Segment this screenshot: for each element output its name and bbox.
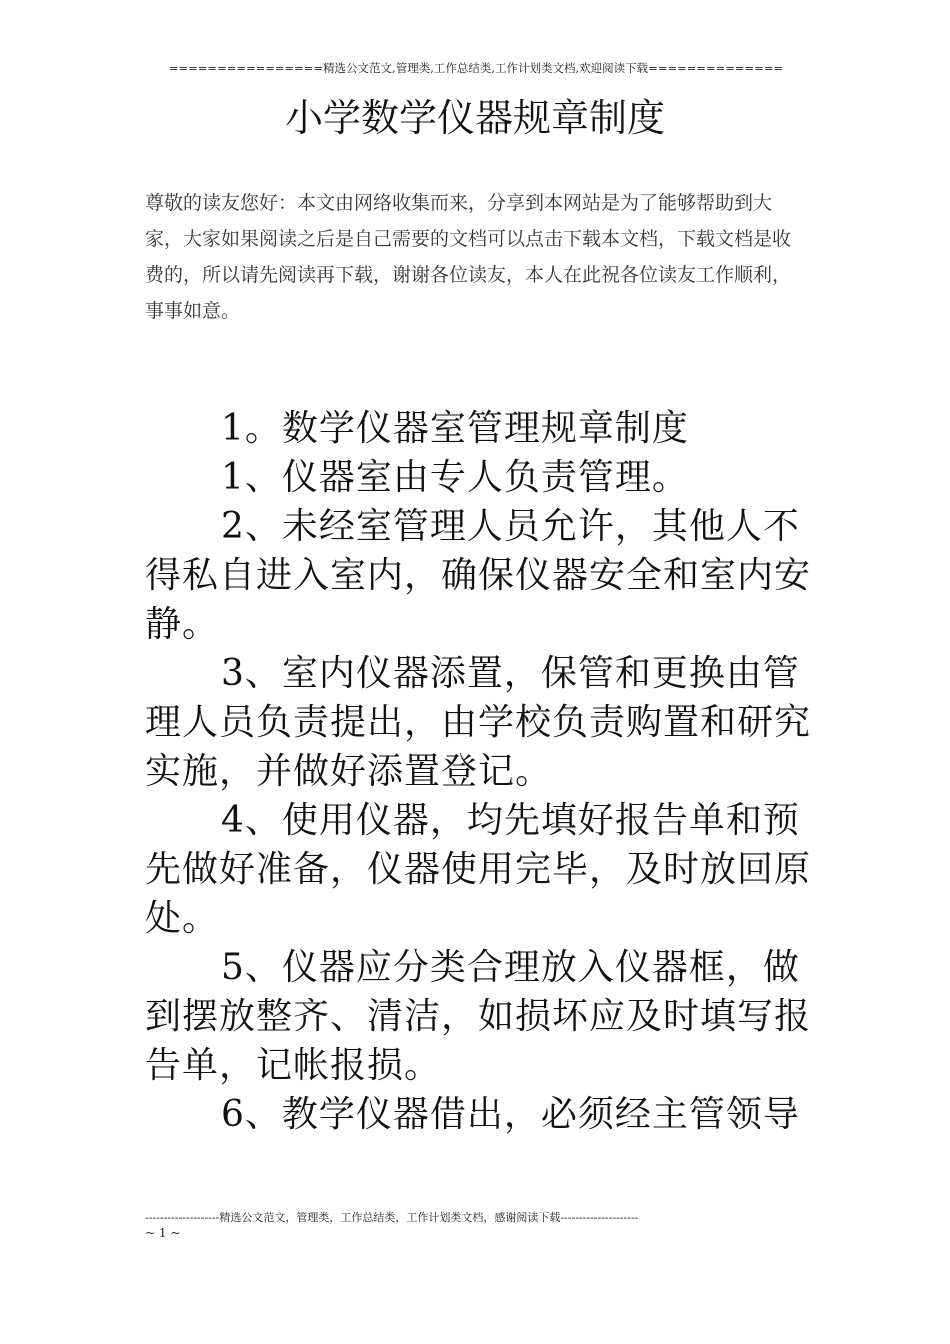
footer-banner: --------------------精选公文范文，管理类，工作总结类，工作计划类文档，感谢阅读下载--------------------- [145,1211,639,1224]
rule-paragraph-6: 6、教学仪器借出，必须经主管领导 [221,1094,800,1135]
section-heading: 1。数学仪器室管理规章制度 [221,408,689,449]
rule-paragraph-5: 5、仪器应分类合理放入仪器框，做到摆放整齐、清洁，如损坏应及时填写报告单，记帐报损。 [145,947,812,1086]
document-body [145,404,817,1139]
rule-paragraph-1: 1、仪器室由专人负责管理。 [221,457,689,498]
page-number: ~ 1 ~ [145,1226,181,1240]
header-banner: ================精选公文范文,管理类,工作总结类,工作计划类文档,欢迎阅读下载============== [168,61,784,75]
rule-paragraph-2: 2、未经室管理人员允许，其他人不得私自进入室内，确保仪器安全和室内安静。 [145,506,812,645]
page-title: 小学数学仪器规章制度 [284,96,665,140]
reader-notice: 尊敬的读友您好：本文由网络收集而来，分享到本网站是为了能够帮助到大家，大家如果阅读之后是自己需要的文档可以点击下载本文档，下载文档是收费的，所以请先阅读再下载，谢谢各位读友，本人在此祝各位读友工作顺利，事事如意。 [145,192,792,322]
rule-paragraph-4: 4、使用仪器，均先填好报告单和预先做好准备，仪器使用完毕，及时放回原处。 [145,800,812,939]
rule-paragraph-3: 3、室内仪器添置，保管和更换由管理人员负责提出，由学校负责购置和研究实施，并做好添置登记。 [145,653,812,792]
